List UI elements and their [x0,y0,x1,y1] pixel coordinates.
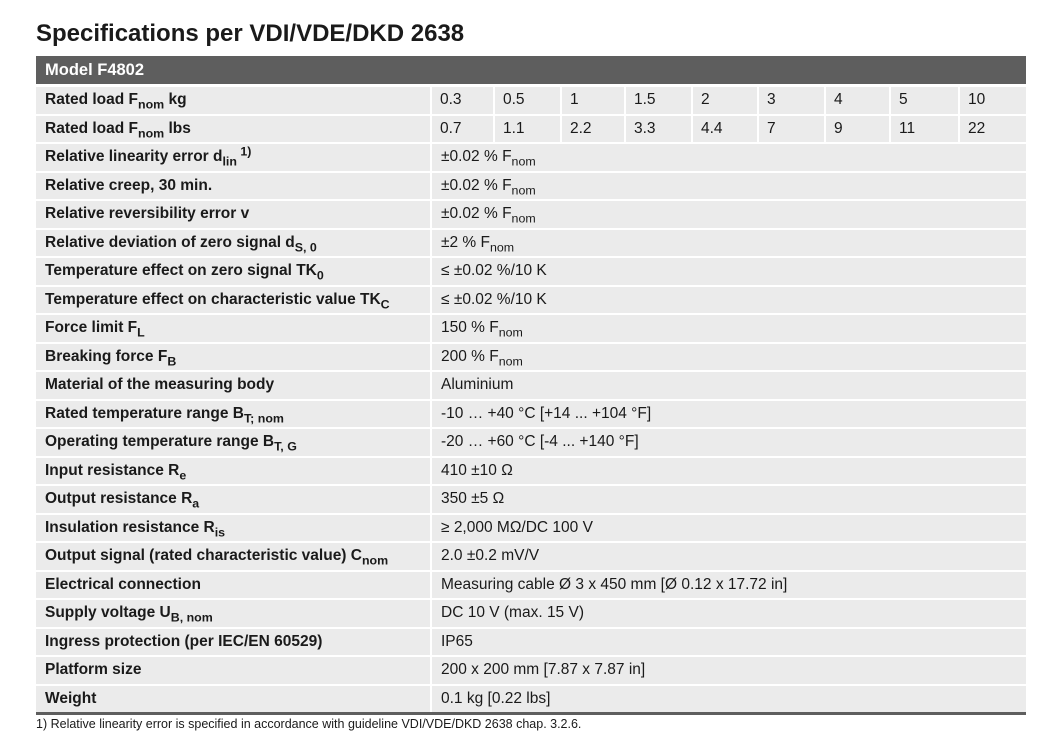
row-label: Platform size [36,656,431,685]
table-row [36,485,1026,514]
row-value: 0.1 kg [0.22 lbs] [431,685,1026,714]
rated-load-value-cell: 1.5 [625,86,692,115]
table-row [36,229,1026,258]
table-row [36,428,1026,457]
table-row [36,200,1026,229]
row-label: Output resistance $R_a$ [36,485,431,514]
row-value: -10 … +40 °C [+14 ... +104 °F] [431,400,1026,429]
row-value: 200 x 200 mm [7.87 x 7.87 in] [431,656,1026,685]
table-row [36,685,1026,714]
row-value: 150 % $F_{nom}$ [431,314,1026,343]
table-row [36,286,1026,315]
row-label: Input resistance $R_e$ [36,457,431,486]
row-label: Output signal (rated characteristic value) $C_{nom}$ [36,542,431,571]
row-value: ≥ 2,000 MΩ/DC 100 V [431,514,1026,543]
row-value: ≤ ±0.02 %/10 K [431,257,1026,286]
table-row [36,656,1026,685]
table-row [36,257,1026,286]
row-label: Relative linearity error $d_{lin}$ $^{1)}$ [36,143,431,172]
page-title: Specifications per VDI/VDE/DKD 2638 [36,20,465,47]
row-value: ±0.02 % $F_{nom}$ [431,143,1026,172]
table-row-rated-load-lbs [36,115,1026,144]
row-label: Force limit $F_L$ [36,314,431,343]
rated-load-value-cell: 3 [758,86,825,115]
row-label: Rated load $F_{nom}$ lbs [36,115,431,144]
row-label: Supply voltage $U_{B, nom}$ [36,599,431,628]
row-label: Temperature effect on characteristic value $TK_C$ [36,286,431,315]
row-label: Rated temperature range $B_{T; nom}$ [36,400,431,429]
table-row [36,571,1026,600]
rated-load-value-cell: 4 [825,86,890,115]
row-value: 350 ±5 Ω [431,485,1026,514]
rated-load-value-cell: 11 [890,115,959,144]
rated-load-value-cell: 1.1 [494,115,561,144]
spec-table [36,56,1026,715]
rated-load-value-cell: 4.4 [692,115,758,144]
row-label: Ingress protection (per IEC/EN 60529) [36,628,431,657]
table-row [36,172,1026,201]
table-row [36,343,1026,372]
table-row [36,628,1026,657]
row-label: Temperature effect on zero signal $TK_0$ [36,257,431,286]
table-row [36,599,1026,628]
row-value: ±2 % $F_{nom}$ [431,229,1026,258]
row-value: Aluminium [431,371,1026,400]
rated-load-value-cell: 0.5 [494,86,561,115]
row-label: Operating temperature range $B_{T, G}$ [36,428,431,457]
table-row [36,542,1026,571]
rated-load-value-cell: 2.2 [561,115,625,144]
table-row [36,457,1026,486]
rated-load-value-cell: 0.3 [431,86,494,115]
row-label: Relative creep, 30 min. [36,172,431,201]
rated-load-value-cell: 10 [959,86,1026,115]
row-label: Relative reversibility error v [36,200,431,229]
table-row [36,314,1026,343]
row-value: DC 10 V (max. 15 V) [431,599,1026,628]
table-row [36,143,1026,172]
row-label: Material of the measuring body [36,371,431,400]
row-value: 410 ±10 Ω [431,457,1026,486]
row-value: ±0.02 % $F_{nom}$ [431,172,1026,201]
rated-load-value-cell: 3.3 [625,115,692,144]
footnote: 1) Relative linearity error is specified in accordance with guideline VDI/VDE/DKD 2638 chap. 3.2.6. [36,717,582,731]
table-header-row [36,56,1026,86]
rated-load-value-cell: 22 [959,115,1026,144]
row-label: Insulation resistance $R_{is}$ [36,514,431,543]
row-value: -20 … +60 °C [-4 ... +140 °F] [431,428,1026,457]
rated-load-value-cell: 1 [561,86,625,115]
table-row [36,514,1026,543]
row-label: Weight [36,685,431,714]
row-value: ≤ ±0.02 %/10 K [431,286,1026,315]
rated-load-value-cell: 0.7 [431,115,494,144]
model-header: Model F4802 [36,56,1026,86]
row-value: 2.0 ±0.2 mV/V [431,542,1026,571]
rated-load-value-cell: 2 [692,86,758,115]
rated-load-value-cell: 9 [825,115,890,144]
row-label: Breaking force $F_B$ [36,343,431,372]
table-row [36,371,1026,400]
row-label: Rated load $F_{nom}$ kg [36,86,431,115]
row-label: Electrical connection [36,571,431,600]
row-label: Relative deviation of zero signal $d_{S, 0}$ [36,229,431,258]
table-row [36,400,1026,429]
row-value: Measuring cable Ø 3 x 450 mm [Ø 0.12 x 17.72 in] [431,571,1026,600]
row-value: 200 % $F_{nom}$ [431,343,1026,372]
table-row-rated-load-kg [36,86,1026,115]
spec-table-body [36,86,1026,714]
rated-load-value-cell: 7 [758,115,825,144]
row-value: IP65 [431,628,1026,657]
row-value: ±0.02 % $F_{nom}$ [431,200,1026,229]
rated-load-value-cell: 5 [890,86,959,115]
